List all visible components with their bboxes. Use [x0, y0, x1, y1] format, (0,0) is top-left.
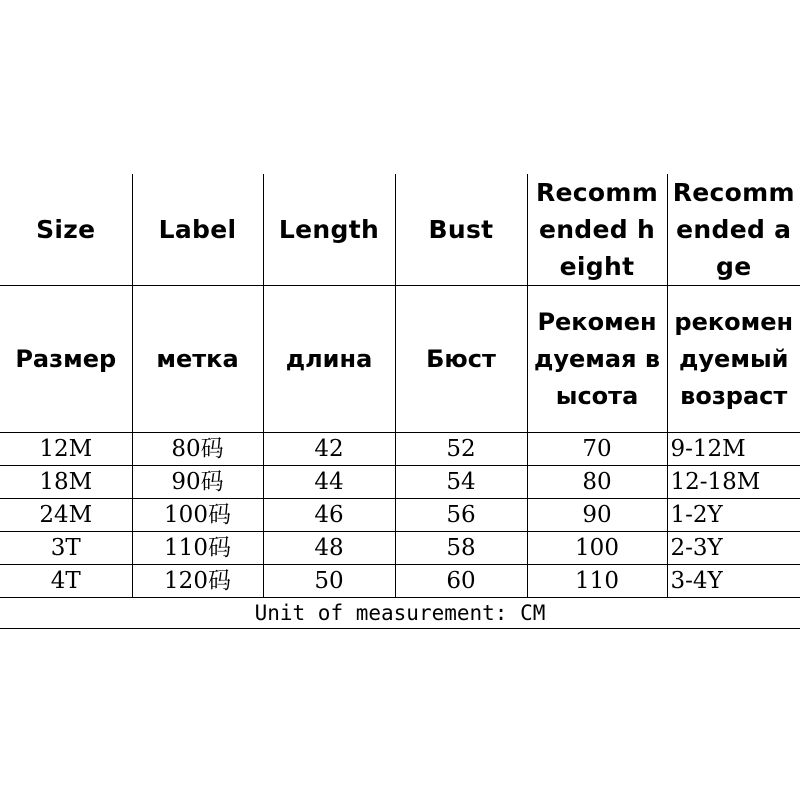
cell-bust: 54: [395, 466, 527, 499]
cell-age: 9-12M: [667, 433, 800, 466]
cell-bust: 60: [395, 565, 527, 598]
cell-bust: 52: [395, 433, 527, 466]
cell-size: 18M: [0, 466, 132, 499]
header-cell-recommended-age: Recommended age: [667, 174, 800, 286]
size-chart-table: [0, 174, 800, 629]
cell-size: 4T: [0, 565, 132, 598]
table-row: [0, 433, 800, 466]
table-row: [0, 532, 800, 565]
header-cell-rekomenduemyi-vozrast: рекомендуемый возраст: [667, 286, 800, 433]
cell-length: 46: [263, 499, 395, 532]
header-cell-length: Length: [263, 174, 395, 286]
cell-length: 50: [263, 565, 395, 598]
header-cell-bust: Bust: [395, 174, 527, 286]
cell-age: 3-4Y: [667, 565, 800, 598]
cell-age: 2-3Y: [667, 532, 800, 565]
footer-row: [0, 598, 800, 629]
cell-height: 70: [527, 433, 667, 466]
header-cell-razmer: Размер: [0, 286, 132, 433]
header-cell-dlina: длина: [263, 286, 395, 433]
header-row-english: [0, 174, 800, 286]
cell-length: 44: [263, 466, 395, 499]
header-row-russian: [0, 286, 800, 433]
cell-size: 24M: [0, 499, 132, 532]
header-cell-size: Size: [0, 174, 132, 286]
cell-length: 48: [263, 532, 395, 565]
table-row: [0, 499, 800, 532]
cell-bust: 58: [395, 532, 527, 565]
header-cell-byust: Бюст: [395, 286, 527, 433]
cell-label: 90码: [132, 466, 263, 499]
cell-label: 110码: [132, 532, 263, 565]
cell-label: 100码: [132, 499, 263, 532]
header-cell-rekomenduemaya-vysota: Рекомендуемая высота: [527, 286, 667, 433]
cell-size: 12M: [0, 433, 132, 466]
table-row: [0, 466, 800, 499]
cell-age: 1-2Y: [667, 499, 800, 532]
cell-height: 100: [527, 532, 667, 565]
cell-height: 110: [527, 565, 667, 598]
cell-label: 120码: [132, 565, 263, 598]
unit-note: Unit of measurement: CM: [0, 598, 800, 629]
cell-height: 90: [527, 499, 667, 532]
header-cell-recommended-height: Recommended height: [527, 174, 667, 286]
cell-label: 80码: [132, 433, 263, 466]
table-row: [0, 565, 800, 598]
cell-length: 42: [263, 433, 395, 466]
cell-age: 12-18M: [667, 466, 800, 499]
header-cell-metka: метка: [132, 286, 263, 433]
header-cell-label: Label: [132, 174, 263, 286]
cell-height: 80: [527, 466, 667, 499]
cell-bust: 56: [395, 499, 527, 532]
cell-size: 3T: [0, 532, 132, 565]
